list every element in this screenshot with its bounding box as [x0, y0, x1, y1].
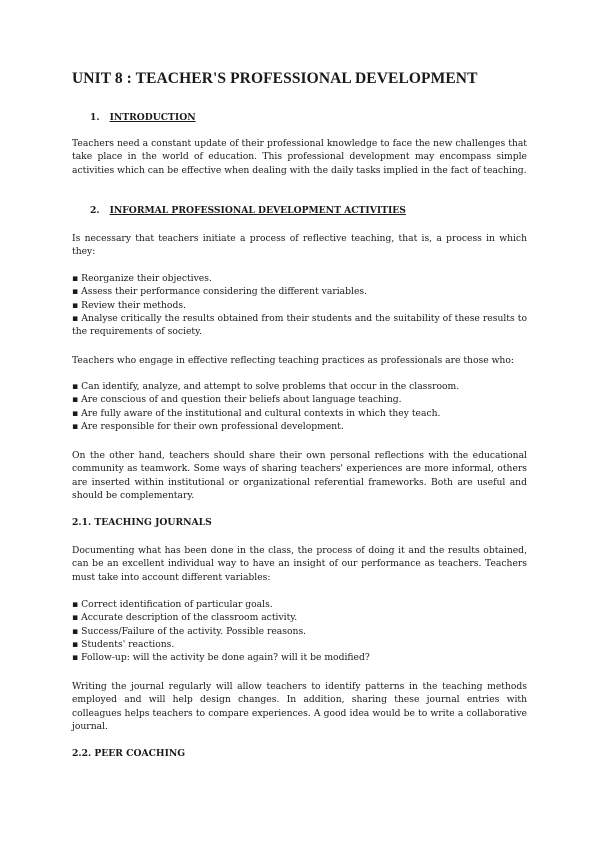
list-item: ▪ Are responsible for their own professional development. [72, 420, 344, 432]
list-item: ▪ Students' reactions. [72, 638, 175, 650]
list-item: ▪ Success/Failure of the activity. Possible reasons. [72, 625, 307, 637]
sharing-reflections-paragraph: On the other hand, teachers should share their own personal reflections with the educational community as teamwork. Some ways of sharing teachers' experiences are more informal, others are inserted within institutional or organizational referential frameworks. Both are useful and should be complementary. [72, 450, 527, 501]
journal-closing-paragraph: Writing the journal regularly will allow teachers to identify patterns in the teaching methods employed and will help design changes. In addition, sharing these journal entries with colleagues helps teachers to compare experiences. A good idea would be to write a collaborative journal. [72, 681, 527, 732]
list-item: ▪ Reorganize their objectives. [72, 273, 212, 284]
list-item: ▪ Assess their performance considering the different variables. [72, 286, 368, 298]
reflective-process-list [72, 272, 527, 338]
reflective-teaching-intro: Is necessary that teachers initiate a process of reflective teaching, that is, a process in which they: [72, 233, 527, 258]
page-title: UNIT 8 : TEACHER'S PROFESSIONAL DEVELOPMENT [72, 70, 478, 87]
list-item: ▪ Can identify, analyze, and attempt to solve problems that occur in the classroom. [72, 381, 460, 392]
reflecting-practices-intro: Teachers who engage in effective reflecting teaching practices as professionals are those who: [72, 355, 514, 366]
list-item: ▪ Analyse critically the results obtained from their students and the suitability of these results to the requirements of society. [72, 312, 527, 338]
list-item: ▪ Review their methods. [72, 299, 186, 311]
section-heading-informal-development [90, 205, 406, 216]
section-label: INFORMAL PROFESSIONAL DEVELOPMENT ACTIVITIES [109, 205, 406, 216]
section-number: 1. [90, 112, 100, 123]
reflective-teachers-list [72, 380, 527, 433]
subsection-heading-teaching-journals: 2.1. TEACHING JOURNALS [72, 517, 212, 528]
list-item: ▪ Are fully aware of the institutional and cultural contexts in which they teach. [72, 407, 441, 419]
list-item: ▪ Accurate description of the classroom activity. [72, 612, 298, 624]
section-heading-introduction [90, 112, 196, 123]
teaching-journals-intro: Documenting what has been done in the class, the process of doing it and the results obtained, can be an excellent individual way to have an insight of our performance as teachers. Teachers must take into account different variables: [72, 545, 527, 583]
list-item: ▪ Correct identification of particular goals. [72, 599, 273, 610]
subsection-heading-peer-coaching: 2.2. PEER COACHING [72, 748, 186, 759]
list-item: ▪ Are conscious of and question their beliefs about language teaching. [72, 394, 402, 406]
list-item: ▪ Follow-up: will the activity be done again? will it be modified? [72, 652, 370, 664]
journal-variables-list [72, 598, 527, 664]
section-number: 2. [90, 205, 100, 216]
introduction-paragraph: Teachers need a constant update of their professional knowledge to face the new challenges that take place in the world of education. This professional development may encompass simple activities which can be effective when dealing with the daily tasks implied in the fact of teaching. [72, 138, 527, 176]
section-label: INTRODUCTION [109, 112, 196, 123]
